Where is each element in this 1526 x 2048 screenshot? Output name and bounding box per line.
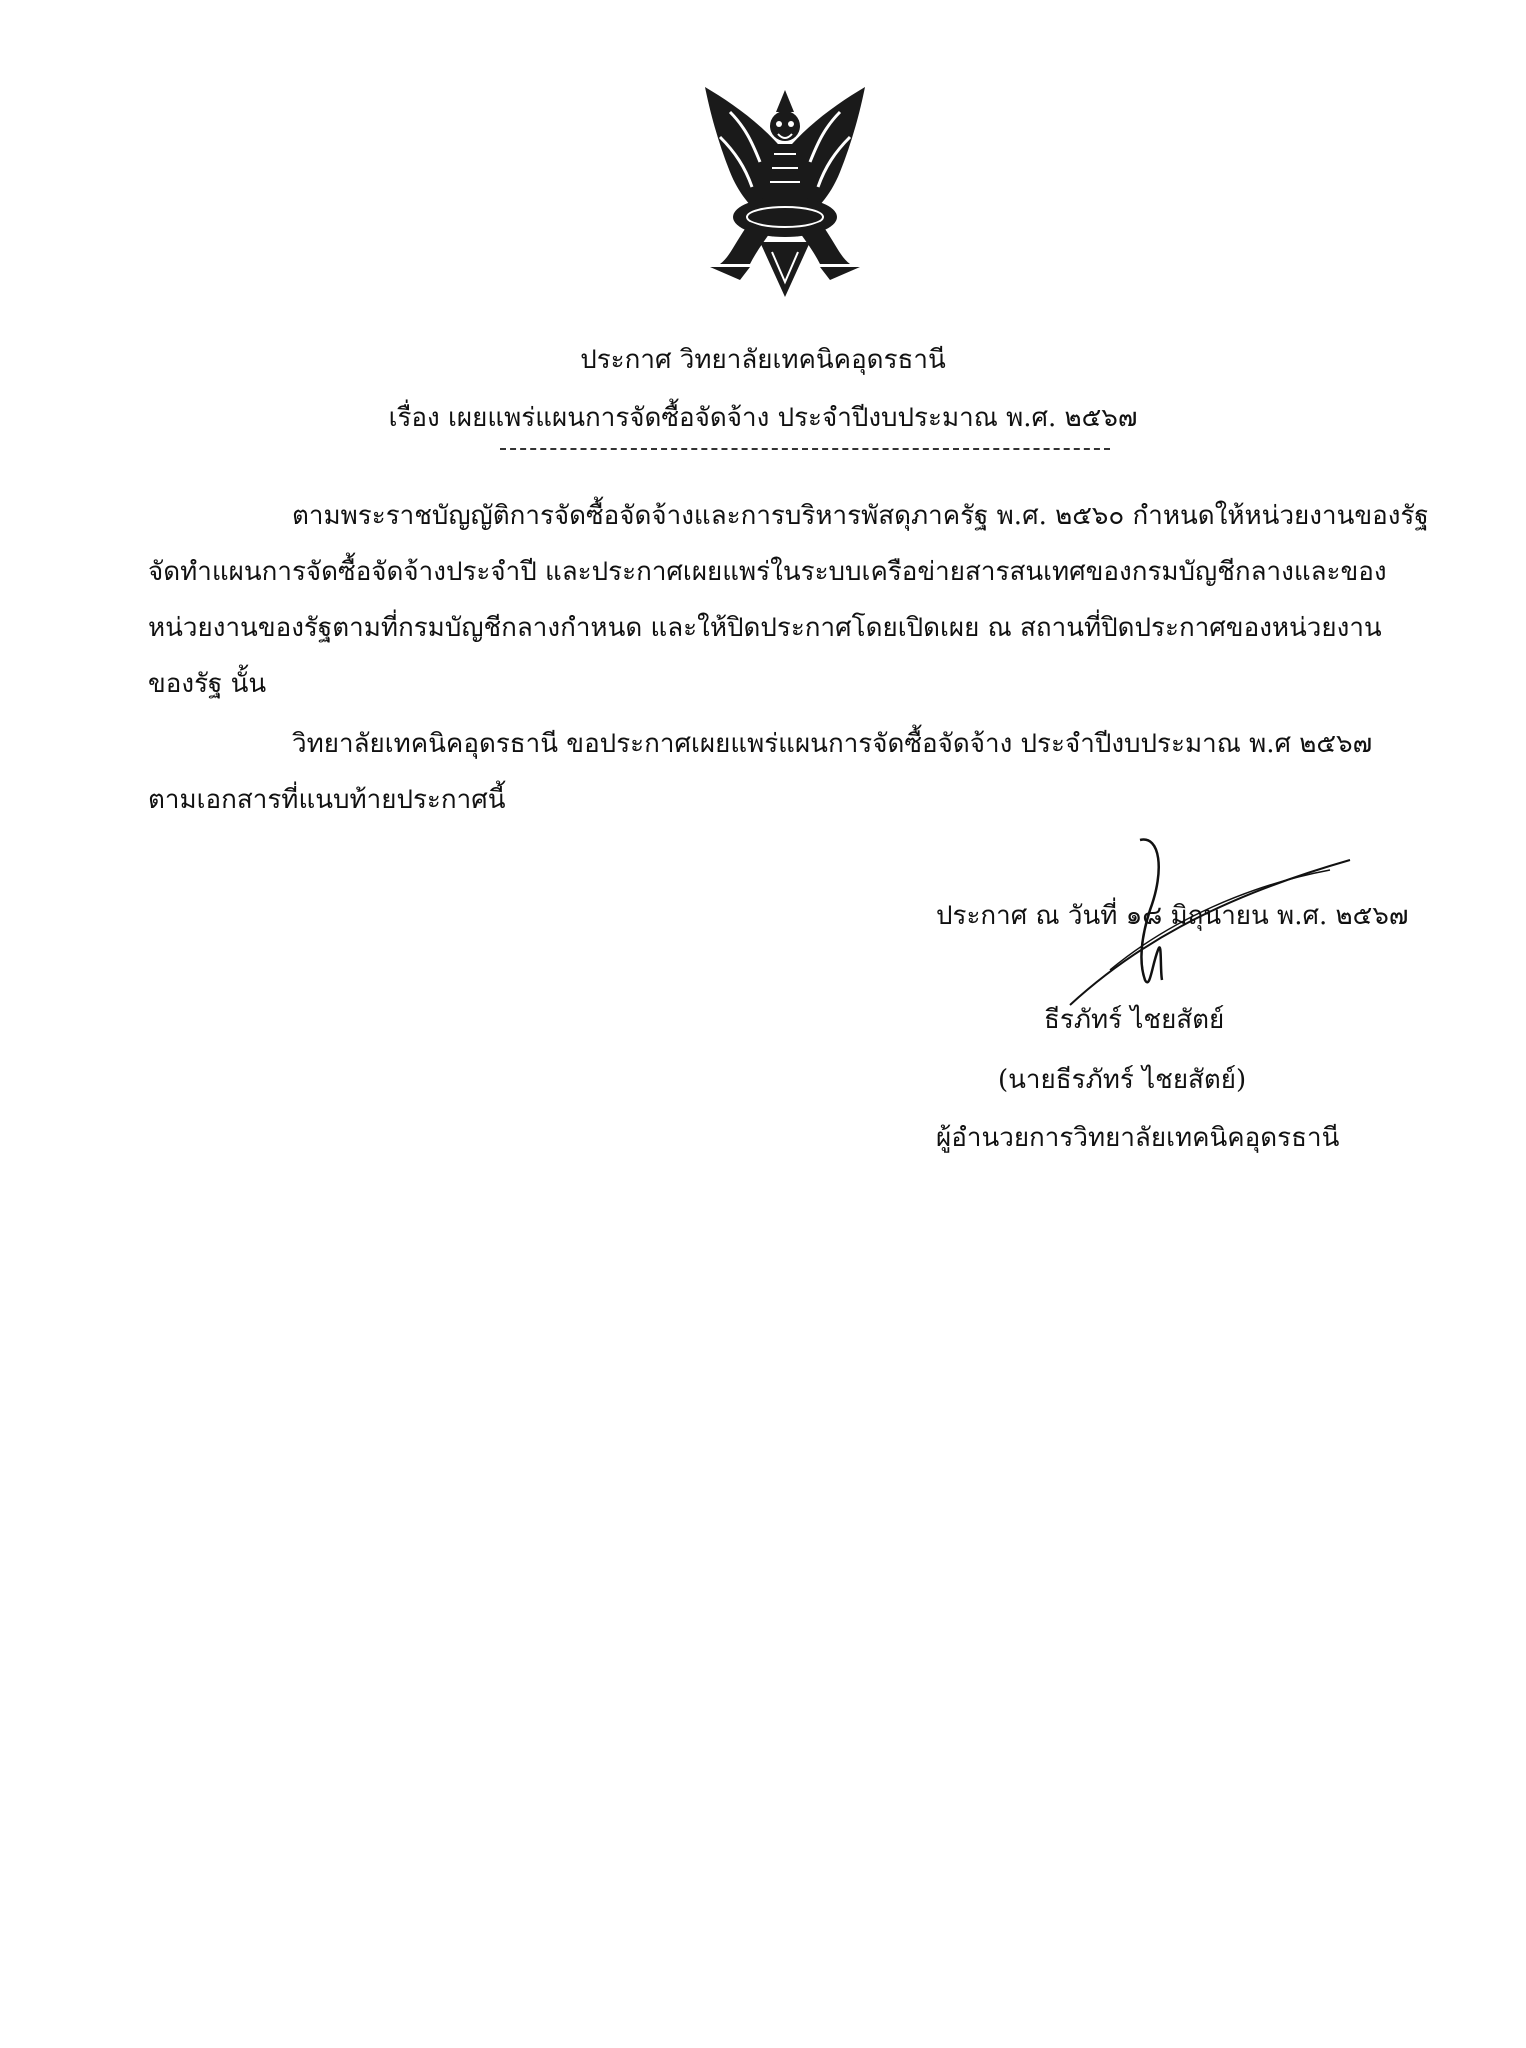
announcement-title: ประกาศ วิทยาลัยเทคนิคอุดรธานี: [580, 345, 946, 375]
paragraph-2: [148, 724, 1418, 836]
signed-name: ธีรภัทร์ ไชยสัตย์: [1044, 1005, 1225, 1035]
paragraph-2-line: วิทยาลัยเทคนิคอุดรธานี ขอประกาศเผยแพร่แผนการจัดซื้อจัดจ้าง ประจำปีงบประมาณ พ.ศ ๒๕๖๗: [292, 729, 1373, 759]
announcement-subject: เรื่อง เผยแพร่แผนการจัดซื้อจัดจ้าง ประจำปีงบประมาณ พ.ศ. ๒๕๖๗: [388, 403, 1138, 433]
paragraph-1-line: จัดทำแผนการจัดซื้อจัดจ้างประจำปี และประกาศเผยแพร่ในระบบเครือข่ายสารสนเทศของกรมบัญชีกลางและของ: [148, 557, 1387, 587]
paragraph-1-line: ตามพระราชบัญญัติการจัดซื้อจัดจ้างและการบริหารพัสดุภาครัฐ พ.ศ. ๒๕๖๐ กำหนดให้หน่วยงานของรัฐ: [292, 501, 1429, 531]
signer-full-name: (นายธีรภัทร์ ไชยสัตย์): [998, 1065, 1247, 1095]
paragraph-1-line: ของรัฐ นั้น: [148, 669, 267, 699]
paragraph-1: [148, 496, 1429, 720]
paragraph-1-line: หน่วยงานของรัฐตามที่กรมบัญชีกลางกำหนด และให้ปิดประกาศโดยเปิดเผย ณ สถานที่ปิดประกาศของหน่วยงาน: [148, 613, 1382, 643]
signer-position: ผู้อำนวยการวิทยาลัยเทคนิคอุดรธานี: [936, 1123, 1340, 1153]
paragraph-2-line: ตามเอกสารที่แนบท้ายประกาศนี้: [148, 785, 506, 815]
announcement-date: ประกาศ ณ วันที่ ๑๘ มิถุนายน พ.ศ. ๒๕๖๗: [936, 901, 1409, 931]
handwritten-signature: [1050, 830, 1370, 1010]
dashed-divider: [500, 448, 1110, 450]
garuda-emblem-icon: [690, 82, 880, 304]
